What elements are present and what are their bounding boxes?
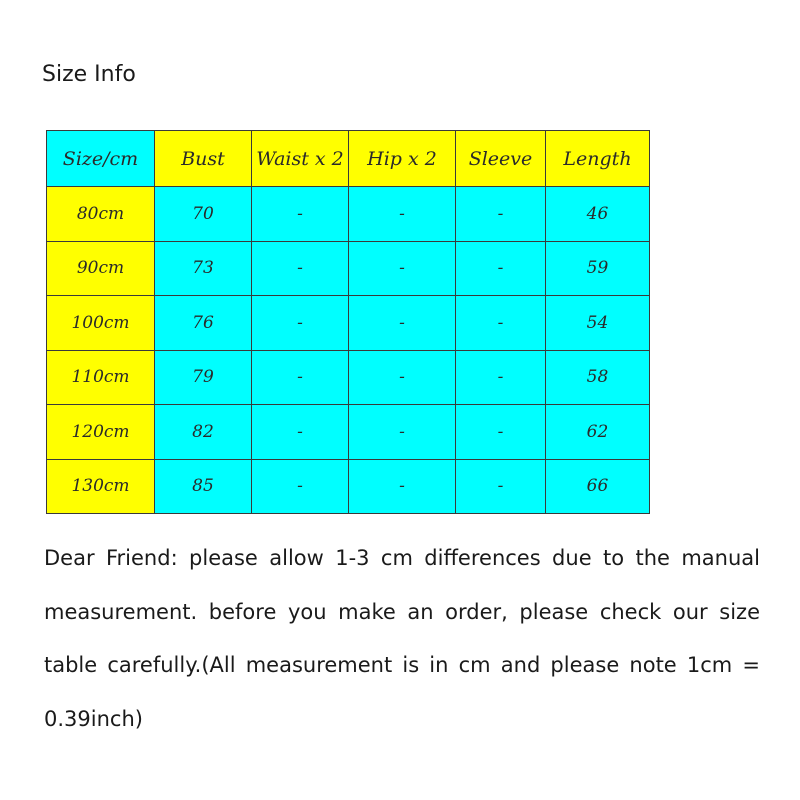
table-row bbox=[47, 296, 650, 351]
size-cell: 130cm bbox=[47, 459, 155, 514]
table-row bbox=[47, 241, 650, 296]
sleeve-cell: - bbox=[456, 187, 546, 242]
sleeve-cell: - bbox=[456, 241, 546, 296]
waist-cell: - bbox=[252, 187, 349, 242]
header-cell-size: Size/cm bbox=[47, 131, 155, 187]
size-table bbox=[46, 130, 650, 514]
hip-cell: - bbox=[349, 296, 456, 351]
sleeve-cell: - bbox=[456, 405, 546, 460]
table-row bbox=[47, 187, 650, 242]
header-cell-waist: Waist x 2 bbox=[252, 131, 349, 187]
bust-cell: 70 bbox=[155, 187, 252, 242]
disclaimer-note: Dear Friend: please allow 1-3 cm differences due to the manual measurement. before you make an order, please check our size table carefully.(All measurement is in cm and please note 1cm = 0.39inch) bbox=[44, 546, 760, 731]
hip-cell: - bbox=[349, 405, 456, 460]
bust-cell: 76 bbox=[155, 296, 252, 351]
sleeve-cell: - bbox=[456, 459, 546, 514]
table-row bbox=[47, 459, 650, 514]
bust-cell: 73 bbox=[155, 241, 252, 296]
hip-cell: - bbox=[349, 350, 456, 405]
page-title: Size Info bbox=[42, 62, 136, 87]
bust-cell: 85 bbox=[155, 459, 252, 514]
header-cell-bust: Bust bbox=[155, 131, 252, 187]
hip-cell: - bbox=[349, 187, 456, 242]
size-cell: 100cm bbox=[47, 296, 155, 351]
bust-cell: 79 bbox=[155, 350, 252, 405]
size-cell: 80cm bbox=[47, 187, 155, 242]
size-cell: 120cm bbox=[47, 405, 155, 460]
length-cell: 66 bbox=[546, 459, 650, 514]
waist-cell: - bbox=[252, 241, 349, 296]
table-row bbox=[47, 350, 650, 405]
size-cell: 90cm bbox=[47, 241, 155, 296]
waist-cell: - bbox=[252, 459, 349, 514]
waist-cell: - bbox=[252, 296, 349, 351]
hip-cell: - bbox=[349, 459, 456, 514]
waist-cell: - bbox=[252, 350, 349, 405]
bust-cell: 82 bbox=[155, 405, 252, 460]
sleeve-cell: - bbox=[456, 350, 546, 405]
header-cell-sleeve: Sleeve bbox=[456, 131, 546, 187]
length-cell: 58 bbox=[546, 350, 650, 405]
length-cell: 59 bbox=[546, 241, 650, 296]
waist-cell: - bbox=[252, 405, 349, 460]
table-header-row bbox=[47, 131, 650, 187]
length-cell: 46 bbox=[546, 187, 650, 242]
hip-cell: - bbox=[349, 241, 456, 296]
size-cell: 110cm bbox=[47, 350, 155, 405]
sleeve-cell: - bbox=[456, 296, 546, 351]
length-cell: 62 bbox=[546, 405, 650, 460]
length-cell: 54 bbox=[546, 296, 650, 351]
table-row bbox=[47, 405, 650, 460]
header-cell-hip: Hip x 2 bbox=[349, 131, 456, 187]
header-cell-length: Length bbox=[546, 131, 650, 187]
